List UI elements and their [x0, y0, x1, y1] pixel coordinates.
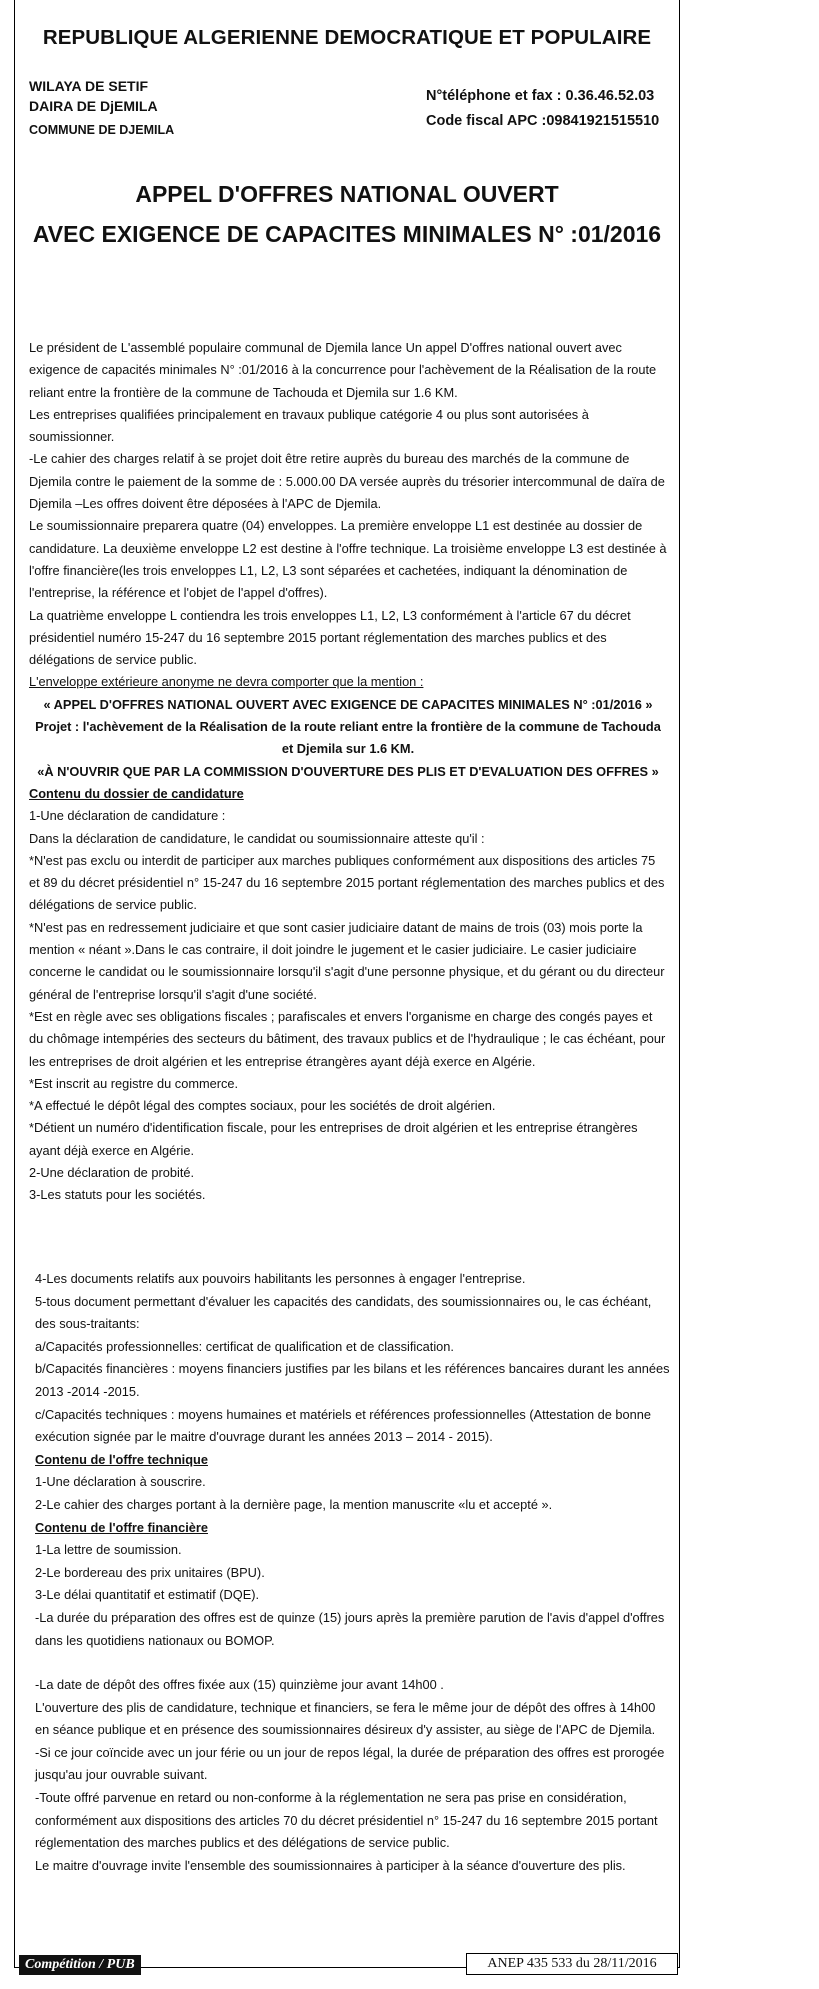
list-item: a/Capacités professionnelles: certificat de qualification et de classification. — [35, 1338, 454, 1354]
mention-project: Projet : l'achèvement de la Réalisation de la route reliant entre la frontière de la commune de Tachouda et Djemila sur 1.6 KM. — [35, 719, 661, 757]
list-item: -Toute offré parvenue en retard ou non-conforme à la réglementation ne sera pas prise en considération, conformément aux dispositions des articles 70 du décret présidentiel n° 15-247 du 16 septembre 2015 portant réglementation des marches publics et des délégations de service public. — [35, 1790, 658, 1851]
document-frame — [14, 0, 680, 1968]
spacer — [35, 1652, 670, 1674]
paragraph-mention: L'enveloppe extérieure anonyme ne devra comporter que la mention : — [29, 674, 424, 690]
list-item: *Est en règle avec ses obligations fiscales ; parafiscales et envers l'organisme en charge des congés payes et du chômage intempéries des secteurs du bâtiment, des travaux publics et de l'hydraulique ; le cas échéant, pour les entreprises de droit algérien et les entreprise étrangères ayant déjà exerce en Algérie. — [29, 1008, 666, 1069]
list-item: 5-tous document permettant d'évaluer les capacités des candidats, des soumissionnaires ou, le cas échéant, des sous-traitants: — [35, 1293, 652, 1332]
list-item: 2-Le bordereau des prix unitaires (BPU). — [35, 1564, 265, 1580]
paragraph-intro: Le président de L'assemblé populaire communal de Djemila lance Un appel D'offres national ouvert avec exigence de capacités minimales N° :01/2016 à la concurrence pour l'achèvement de la Réalisation de la route reliant entre la frontière de la commune de Tachouda et Djemila sur 1.6 KM. — [29, 340, 657, 400]
paragraph-fourth-envelope: La quatrième enveloppe L contiendra les trois enveloppes L1, L2, L3 conformément à l'article 67 du décret présidentiel numéro 15-247 du 16 septembre 2015 portant réglementation des marches publics et des délégations de service public. — [29, 607, 631, 668]
wilaya-label: WILAYA DE SETIF — [29, 78, 149, 94]
mention-line-1: « APPEL D'OFFRES NATIONAL OUVERT AVEC EXIGENCE DE CAPACITES MINIMALES N° :01/2016 » — [43, 696, 653, 712]
phone-fax: N°téléphone et fax : 0.36.46.52.03 — [426, 88, 655, 104]
notice-body-part-1 — [29, 337, 667, 1207]
administrative-block — [29, 76, 174, 140]
list-item: Le maitre d'ouvrage invite l'ensemble des soumissionnaires à participer à la séance d'ouverture des plis. — [35, 1857, 626, 1873]
list-item: *A effectué le dépôt légal des comptes sociaux, pour les sociétés de droit algérien. — [29, 1098, 496, 1114]
paragraph-envelopes: Le soumissionnaire preparera quatre (04) enveloppes. La première enveloppe L1 est destinée au dossier de candidature. La deuxième enveloppe L2 est destine à l'offre technique. La troisième enveloppe L3 est destinée à l'offre financière(les trois enveloppes L1, L2, L3 sont séparées et cachetées, indiquant la dénomination de l'entreprise, la référence et l'objet de l'appel d'offres). — [29, 518, 667, 601]
list-item: *Détient un numéro d'identification fiscale, pour les entreprises de droit algérien et les entreprise étrangères ayant déjà exerce en Algérie. — [29, 1120, 638, 1158]
footer-category-badge: Compétition / PUB — [19, 1955, 141, 1975]
list-item: *N'est pas exclu ou interdit de participer aux marches publiques conformément aux dispositions des articles 75 et 89 du décret présidentiel n° 15-247 du 16 septembre 2015 portant réglementation des marches publics et des délégations de service public. — [29, 852, 665, 913]
list-item: 2-Le cahier des charges portant à la dernière page, la mention manuscrite «lu et accepté ». — [35, 1496, 553, 1512]
list-item: 1-Une déclaration de candidature : — [29, 808, 226, 824]
paragraph-qualification: Les entreprises qualifiées principalement en travaux publique catégorie 4 ou plus sont autorisées à soumissionner. — [29, 406, 589, 445]
notice-body-part-2 — [35, 1268, 670, 1877]
list-item: 2-Une déclaration de probité. — [29, 1164, 195, 1180]
list-item: *Est inscrit au registre du commerce. — [29, 1075, 239, 1091]
fiscal-code: Code fiscal APC :09841921515510 — [426, 113, 660, 129]
list-item: 4-Les documents relatifs aux pouvoirs habilitants les personnes à engager l'entreprise. — [35, 1271, 526, 1286]
footer-anep-reference: ANEP 435 533 du 28/11/2016 — [466, 1953, 678, 1975]
list-item: 3-Les statuts pour les sociétés. — [29, 1187, 206, 1203]
republic-heading: REPUBLIQUE ALGERIENNE DEMOCRATIQUE ET POPULAIRE — [42, 26, 652, 49]
mention-do-not-open: «À N'OUVRIR QUE PAR LA COMMISSION D'OUVERTURE DES PLIS ET D'EVALUATION DES OFFRES » — [37, 763, 659, 779]
paragraph-specifications: -Le cahier des charges relatif à se projet doit être retire auprès du bureau des marchés de la commune de Djemila contre le paiement de la somme de : 5.000.00 DA versée auprès du trésorier intercommunal de daïra de Djemila –Les offres doivent être déposées à l'APC de Djemila. — [29, 451, 665, 512]
section-heading-candidature: Contenu du dossier de candidature — [29, 785, 244, 801]
section-heading-technical: Contenu de l'offre technique — [35, 1451, 208, 1467]
commune-label: COMMUNE DE DJEMILA — [29, 123, 175, 137]
notice-title — [15, 174, 679, 254]
list-item: b/Capacités financières : moyens financiers justifies par les bilans et les références bancaires durant les années 2013 -2014 -2015. — [35, 1361, 670, 1399]
contact-block — [426, 84, 659, 134]
list-item: 3-Le délai quantitatif et estimatif (DQE). — [35, 1587, 260, 1603]
title-line-1: APPEL D'OFFRES NATIONAL OUVERT — [135, 181, 559, 207]
list-item: -La durée du préparation des offres est de quinze (15) jours après la première parution de l'avis d'appel d'offres dans les quotidiens nationaux ou BOMOP. — [35, 1609, 665, 1648]
list-item: -Si ce jour coïncide avec un jour férie ou un jour de repos légal, la durée de préparation des offres est prorogée jusqu'au jour ouvrable suivant. — [35, 1744, 665, 1783]
list-item: 1-La lettre de soumission. — [35, 1542, 182, 1558]
list-item: c/Capacités techniques : moyens humaines et matériels et références professionnelles (Attestation de bonne exécution signée par le maitre d'ouvrage durant les années 2013 – 2014 - 2015). — [35, 1406, 652, 1445]
daira-label: DAIRA DE DjEMILA — [29, 98, 158, 114]
list-item: *N'est pas en redressement judiciaire et que sont casier judiciaire datant de mains de trois (03) mois porte la mention « néant ».Dans le cas contraire, il doit joindre le jugement et le casier judiciaire. Le casier judiciaire concerne le candidat ou le soumissionnaire lorsqu'il s'agit d'une personne physique, et du gérant ou du directeur général de l'entreprise lorsqu'il s'agit d'une société. — [29, 919, 665, 1002]
list-item: -La date de dépôt des offres fixée aux (15) quinzième jour avant 14h00 . — [35, 1677, 444, 1693]
list-item: L'ouverture des plis de candidature, technique et financiers, se fera le même jour de dépôt des offres à 14h00 en séance publique et en présence des soumissionnaires désireux d'y assister, au siège de l'APC de Djemila. — [35, 1699, 656, 1738]
list-item: 1-Une déclaration à souscrire. — [35, 1474, 206, 1490]
section-heading-financial: Contenu de l'offre financière — [35, 1519, 208, 1535]
title-line-2: AVEC EXIGENCE DE CAPACITES MINIMALES N° :01/2016 — [32, 221, 662, 247]
list-item: Dans la déclaration de candidature, le candidat ou soumissionnaire atteste qu'il : — [29, 830, 485, 846]
